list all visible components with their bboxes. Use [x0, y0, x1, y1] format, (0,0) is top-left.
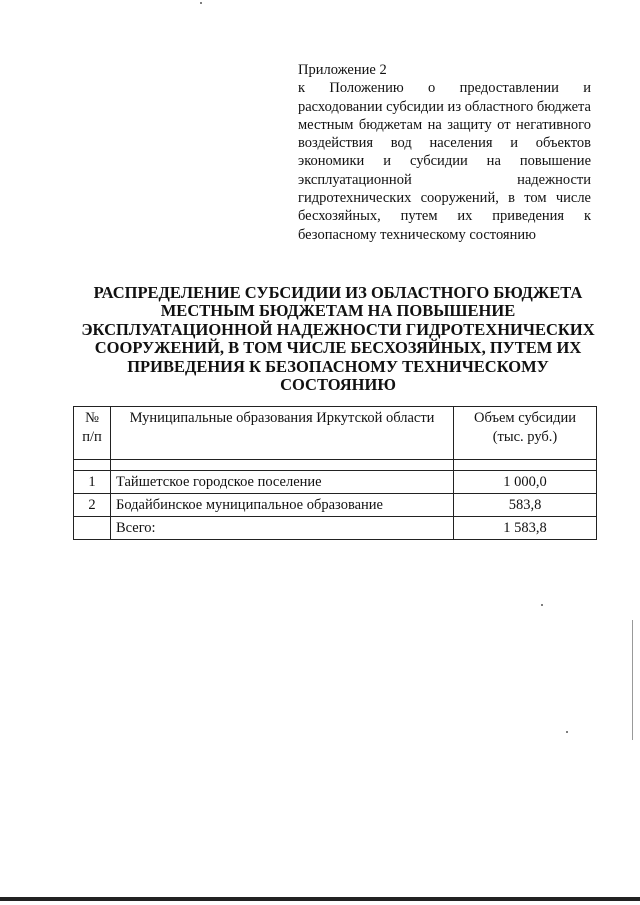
scan-edge-mark	[632, 620, 633, 740]
header-num: № п/п	[74, 407, 111, 460]
appendix-number: Приложение 2	[298, 62, 387, 78]
total-label: Всего:	[111, 517, 454, 540]
row-amount: 1 000,0	[454, 471, 597, 494]
row-amount: 583,8	[454, 494, 597, 517]
row-municipality: Тайшетское городское поселение	[111, 471, 454, 494]
total-amount: 1 583,8	[454, 517, 597, 540]
scan-speck	[200, 2, 202, 4]
table-spacer-row	[74, 460, 597, 471]
document-title: РАСПРЕДЕЛЕНИЕ СУБСИДИИ ИЗ ОБЛАСТНОГО БЮДЖЕТА МЕСТНЫМ БЮДЖЕТАМ НА ПОВЫШЕНИЕ ЭКСПЛУАТАЦИОННОЙ НАДЕЖНОСТИ ГИДРОТЕХНИЧЕСКИХ СООРУЖЕНИЙ, В ТОМ ЧИСЛЕ БЕСХОЗЯЙНЫХ, ПУТЕМ ИХ ПРИВЕДЕНИЯ К БЕЗОПАСНОМУ ТЕХНИЧЕСКОМУ СОСТОЯНИЮ	[81, 283, 595, 395]
appendix-text: к Положению о предоставлении и расходовании субсидии из областного бюджета местным бюджетам на защиту от негативного воздействия вод населения и объектов экономики и субсидии на повышение эксплуатационной надежности гидротехнических сооружений, в том числе бесхозяйных, путем их приведения к безопасному техническому состоянию	[298, 80, 591, 243]
scan-bottom-edge	[0, 897, 640, 901]
subsidy-table	[73, 406, 597, 540]
scan-speck	[541, 604, 543, 606]
row-num: 1	[74, 471, 111, 494]
header-municipality: Муниципальные образования Иркутской области	[111, 407, 454, 460]
table-header-row	[74, 407, 597, 460]
appendix-reference	[298, 61, 591, 244]
header-amount: Объем субсидии (тыс. руб.)	[454, 407, 597, 460]
row-num: 2	[74, 494, 111, 517]
row-municipality: Бодайбинское муниципальное образование	[111, 494, 454, 517]
scan-speck	[566, 731, 568, 733]
table-row	[74, 471, 597, 494]
table-row	[74, 494, 597, 517]
table-total-row	[74, 517, 597, 540]
